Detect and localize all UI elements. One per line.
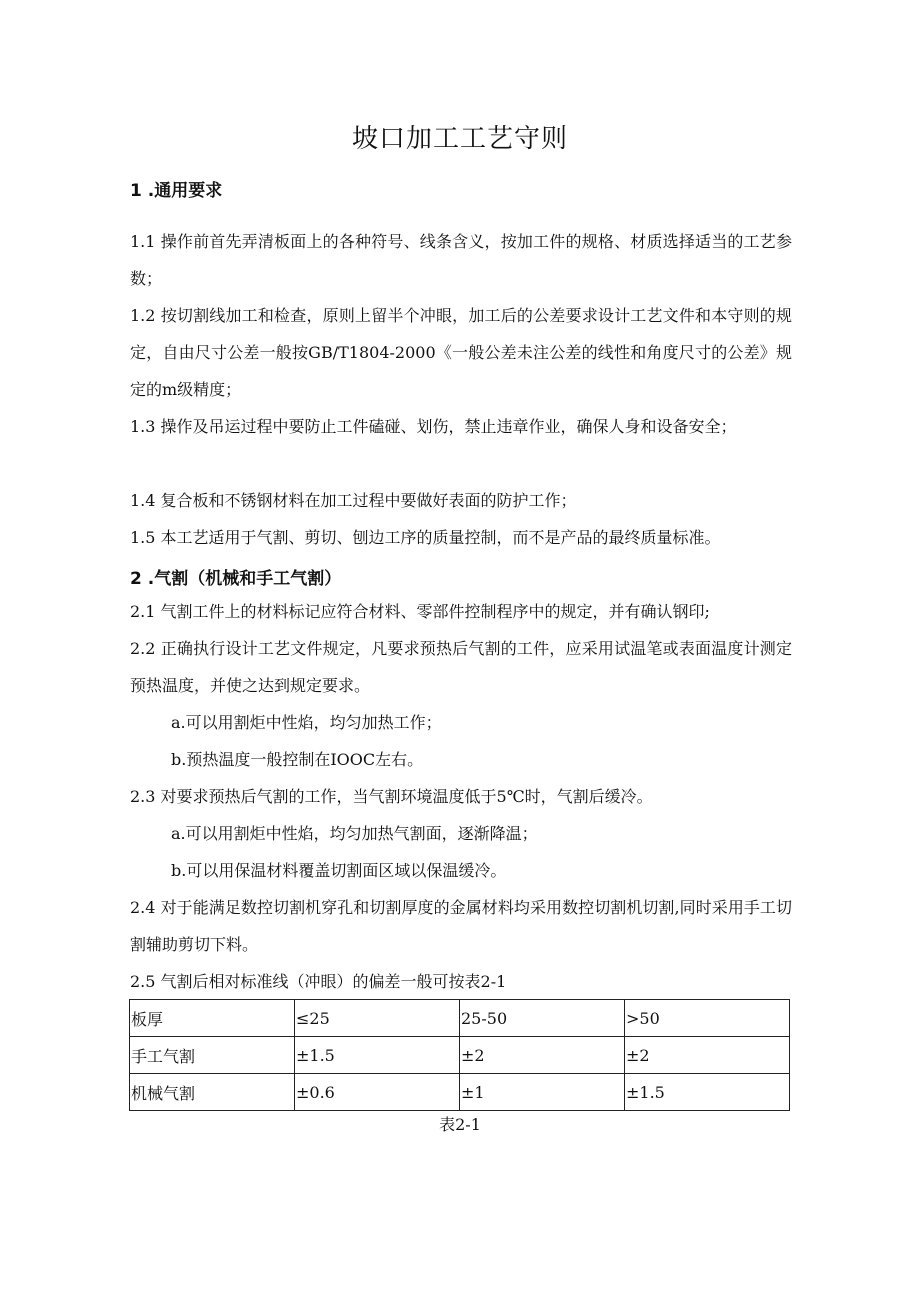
paragraph-2-5: 2.5 气割后相对标准线（冲眼）的偏差一般可按表2-1 bbox=[130, 972, 507, 991]
document-title: 坡口加工工艺守则 bbox=[351, 124, 568, 154]
table-cell: ±1.5 bbox=[295, 1037, 460, 1074]
paragraph-1-1: 1.1 操作前首先弄清板面上的各种符号、线条含义，按加工件的规格、材质选择适当的工艺参数； bbox=[130, 232, 792, 288]
paragraph-2-4: 2.4 对于能满足数控切割机穿孔和切割厚度的金属材料均采用数控切割机切割,同时采用手工切割辅助剪切下料。 bbox=[130, 898, 792, 954]
table-row bbox=[130, 1074, 790, 1111]
table-cell: >50 bbox=[625, 1000, 790, 1037]
paragraph-2-3: 2.3 对要求预热后气割的工作，当气割环境温度低于5℃时，气割后缓冷。 bbox=[130, 787, 653, 806]
table-cell: ±2 bbox=[625, 1037, 790, 1074]
table-cell: 25-50 bbox=[460, 1000, 625, 1037]
table-cell: ±1.5 bbox=[625, 1074, 790, 1111]
table-cell: ≤25 bbox=[295, 1000, 460, 1037]
paragraph-2-3-b: b.可以用保温材料覆盖切割面区域以保温缓冷。 bbox=[171, 861, 507, 880]
table-cell: ±2 bbox=[460, 1037, 625, 1074]
paragraph-1-2: 1.2 按切割线加工和检查，原则上留半个冲眼，加工后的公差要求设计工艺文件和本守则的规定，自由尺寸公差一般按GB/T1804-2000《一般公差未注公差的线性和角度尺寸的公差》规定的m级精度； bbox=[130, 306, 792, 399]
table-cell: 手工气割 bbox=[130, 1037, 295, 1074]
table-header-row bbox=[130, 1000, 790, 1037]
table-row bbox=[130, 1037, 790, 1074]
section-2-heading: 2 .气割（机械和手工气割） bbox=[130, 569, 342, 589]
paragraph-1-3: 1.3 操作及吊运过程中要防止工件磕碰、划伤，禁止违章作业，确保人身和设备安全； bbox=[130, 417, 737, 436]
paragraph-2-2: 2.2 正确执行设计工艺文件规定，凡要求预热后气割的工件，应采用试温笔或表面温度计测定预热温度，并使之达到规定要求。 bbox=[130, 639, 792, 695]
paragraph-2-1: 2.1 气割工件上的材料标记应符合材料、零部件控制程序中的规定，并有确认钢印; bbox=[130, 602, 710, 621]
section-1-heading: 1 .通用要求 bbox=[130, 181, 223, 201]
table-cell: ±0.6 bbox=[295, 1074, 460, 1111]
paragraph-1-5: 1.5 本工艺适用于气割、剪切、刨边工序的质量控制，而不是产品的最终质量标准。 bbox=[130, 528, 721, 547]
tolerance-table bbox=[129, 999, 790, 1111]
table-cell: 机械气割 bbox=[130, 1074, 295, 1111]
table-cell: 板厚 bbox=[130, 1000, 295, 1037]
paragraph-1-4: 1.4 复合板和不锈钢材料在加工过程中要做好表面的防护工作； bbox=[130, 491, 577, 510]
table-caption: 表2-1 bbox=[439, 1115, 481, 1134]
table-cell: ±1 bbox=[460, 1074, 625, 1111]
paragraph-2-3-a: a.可以用割炬中性焰，均匀加热气割面，逐渐降温； bbox=[171, 824, 538, 843]
paragraph-2-2-a: a.可以用割炬中性焰，均匀加热工作； bbox=[171, 713, 442, 732]
paragraph-2-2-b: b.预热温度一般控制在IOOC左右。 bbox=[171, 750, 424, 769]
